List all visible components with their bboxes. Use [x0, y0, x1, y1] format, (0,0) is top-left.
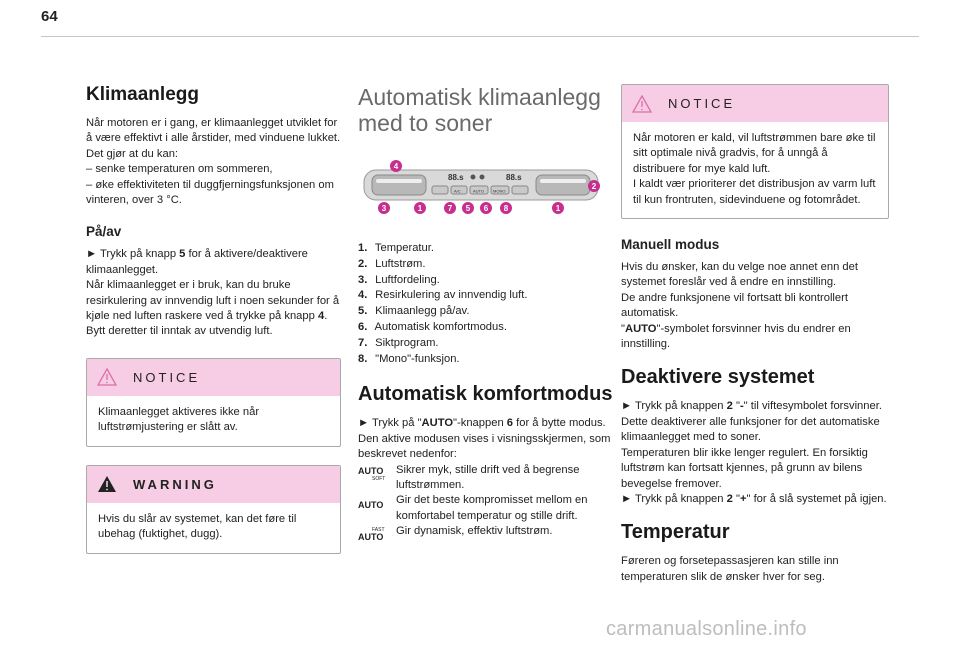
temperature-paragraph: Føreren og forsetepassasjeren kan stille inn temperaturen slik de ønsker hver for seg.: [621, 555, 839, 583]
svg-text:8: 8: [503, 204, 509, 213]
warning-label: WARNING: [133, 476, 217, 492]
svg-text:1: 1: [555, 204, 561, 213]
mode-normal-text: Gir det beste kompromisset mellom en komfortabel temperatur og stille drift.: [396, 494, 588, 522]
auto-fast-icon: FAST AUTO: [358, 527, 385, 543]
header-divider: [41, 36, 919, 37]
notice-header: [622, 85, 888, 122]
intro-line-3: – senke temperaturen om sommeren,: [86, 163, 273, 176]
subsection-title-manual: Manuell modus: [621, 237, 720, 253]
button-label-ac: A/C: [454, 188, 461, 194]
section-title-temperature: Temperatur: [621, 521, 730, 544]
control-panel-diagram: [358, 160, 603, 218]
notice-box: [86, 358, 341, 447]
list-item: 8. "Mono"-funksjon.: [358, 352, 460, 365]
notice-box-cold: [621, 84, 889, 219]
notice-label: NOTICE: [133, 369, 201, 385]
section-title-auto-comfort: Automatisk komfortmodus: [358, 383, 613, 406]
mode-fast-text: Gir dynamisk, effektiv luftstrøm.: [396, 525, 553, 538]
svg-text:3: 3: [381, 204, 387, 213]
deact-paragraph-1: ► Trykk på knappen 2 "-" til viftesymbolet forsvinner.: [621, 400, 882, 413]
list-item: 7. Siktprogram.: [358, 336, 439, 349]
svg-text:2: 2: [591, 182, 597, 191]
svg-text:6: 6: [483, 204, 489, 213]
fan-indicator-icon: [471, 175, 476, 180]
onoff-paragraph-1: ► Trykk på knapp 5 for å aktivere/deaktivere klimaanlegget.: [86, 248, 308, 276]
svg-text:1: 1: [417, 204, 423, 213]
auto-soft-icon: AUTO SOFT: [358, 465, 386, 482]
manual-paragraph-2: De andre funksjonene vil fortsatt bli kontrollert automatisk.: [621, 291, 848, 320]
display-right: 88.s: [506, 173, 522, 182]
list-item: 1. Temperatur.: [358, 242, 434, 254]
page-number: 64: [41, 8, 58, 25]
notice-text-2: I kaldt vær prioriterer det distribusjon av varm luft til kun frontruten, sidevinduene og fotområdet.: [633, 178, 876, 206]
warning-text: Hvis du slår av systemet, kan det føre til ubehag (fuktighet, dugg).: [98, 512, 297, 541]
column-2: [358, 84, 613, 542]
auto-paragraph-2: Den aktive modusen vises i visningsskjermen, som beskrevet nedenfor:: [358, 432, 611, 461]
manual-paragraph-3: "AUTO"-symbolet forsvinner hvis du endrer en innstilling.: [621, 322, 851, 351]
mode-fast: [358, 524, 613, 542]
column-1: [86, 84, 341, 554]
watermark-footer: carmanualsonline.info: [606, 618, 807, 640]
warning-box: [86, 465, 341, 554]
warning-header: [87, 466, 340, 503]
deact-paragraph-3: Temperaturen blir ikke lenger regulert. En forsiktig luftstrøm kan fortsatt kjennes, på grunn av bilens bevegelse fremover.: [621, 446, 868, 490]
auto-icon: AUTO: [358, 500, 384, 511]
mode-normal: [358, 493, 613, 524]
svg-text:5: 5: [465, 204, 471, 213]
recirculation-indicator-icon: [480, 175, 485, 180]
list-item: 4. Resirkulering av innvendig luft.: [358, 289, 528, 302]
section-title-klimaanlegg: Klimaanlegg: [86, 84, 199, 105]
warning-triangle-icon: [97, 475, 117, 493]
section-title-deactivate: Deaktivere systemet: [621, 366, 815, 389]
notice-text: Klimaanlegget aktiveres ikke når luftstrømjustering er slått av.: [98, 405, 260, 434]
list-item: 5. Klimaanlegg på/av.: [358, 305, 470, 318]
display-left: 88.s: [448, 173, 464, 182]
notice-triangle-icon: [632, 95, 652, 113]
button-label-auto: AUTO: [473, 188, 485, 194]
svg-text:4: 4: [393, 162, 399, 171]
auto-paragraph-1: ► Trykk på "AUTO"-knappen 6 for å bytte modus.: [358, 417, 606, 430]
button-label-mono: MONO: [493, 188, 506, 194]
notice-label: NOTICE: [668, 96, 736, 111]
column-3: [621, 84, 889, 585]
intro-line-2: Det gjør at du kan:: [86, 147, 179, 160]
deact-paragraph-4: ► Trykk på knappen 2 "+" for å slå systemet på igjen.: [621, 492, 887, 505]
intro-line-4: – øke effektiviteten til duggfjerningsfunksjonen om vinteren, over 3 °C.: [86, 178, 334, 207]
notice-header: [87, 359, 340, 396]
list-item: 6. Automatisk komfortmodus.: [358, 320, 507, 333]
onoff-paragraph-2: Når klimaanlegget er i bruk, kan du bruke resirkulering av innvendig luft i noen sekunder for å kjøle ned luften raskere ved å trykke på knapp 4. Bytt deretter til inntak av utvendig luft.: [86, 279, 340, 338]
section-title-dual-zone: Automatisk klimaanlegg med to soner: [358, 84, 601, 136]
component-list: [358, 241, 613, 367]
list-item: 2. Luftstrøm.: [358, 257, 426, 270]
mode-soft: [358, 463, 613, 494]
svg-text:7: 7: [447, 204, 453, 213]
mode-soft-text: Sikrer myk, stille drift ved å begrense luftstrømmen.: [396, 463, 580, 491]
notice-triangle-icon: [97, 368, 117, 386]
manual-paragraph-1: Hvis du ønsker, kan du velge noe annet enn det systemet foreslår ved å endre en innstilling.: [621, 261, 858, 289]
list-item: 3. Luftfordeling.: [358, 273, 440, 286]
intro-line-1: Når motoren er i gang, er klimaanlegget utviklet for å være effektivt i alle årstider, med vinduene lukket.: [86, 117, 341, 145]
deact-paragraph-2: Dette deaktiverer alle funksjoner for det automatiske klimaanlegget med to soner.: [621, 415, 880, 444]
notice-text-1: Når motoren er kald, vil luftstrømmen bare øke til sitt optimale nivå gradvis, for å unngå å distribuere for mye kald luft.: [633, 132, 876, 175]
subsection-title-onoff: På/av: [86, 224, 122, 240]
